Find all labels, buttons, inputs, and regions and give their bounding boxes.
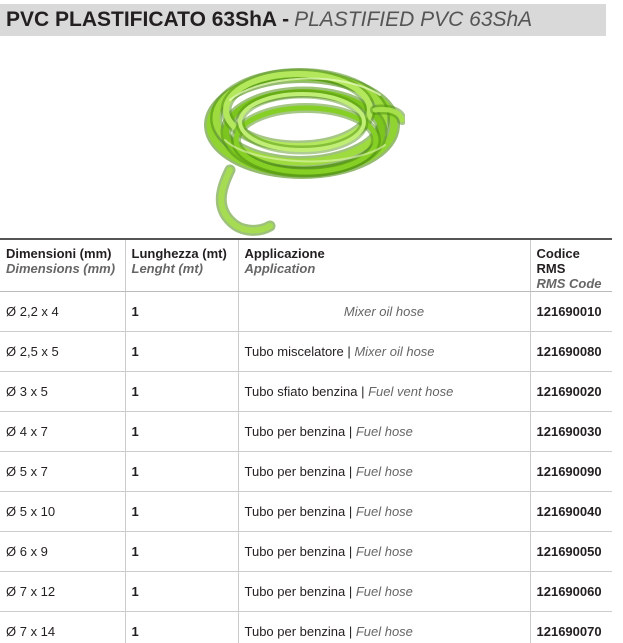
cell-code: 121690010 — [530, 292, 612, 332]
table-row — [0, 292, 612, 332]
header-length: Lunghezza (mt) Lenght (mt) — [125, 239, 238, 292]
cell-dimensions: Ø 2,5 x 5 — [0, 332, 125, 372]
cell-length: 1 — [125, 572, 238, 612]
cell-length: 1 — [125, 372, 238, 412]
table-row — [0, 612, 612, 643]
title-italian: PVC PLASTIFICATO 63ShA — [6, 8, 278, 31]
cell-dimensions: Ø 2,2 x 4 — [0, 292, 125, 332]
cell-length: 1 — [125, 292, 238, 332]
page-title — [0, 4, 606, 36]
product-table — [0, 238, 612, 643]
cell-application: Tubo miscelatore | Mixer oil hose — [238, 332, 530, 372]
cell-code: 121690070 — [530, 612, 612, 643]
cell-length: 1 — [125, 532, 238, 572]
cell-application: Tubo per benzina | Fuel hose — [238, 492, 530, 532]
cell-dimensions: Ø 4 x 7 — [0, 412, 125, 452]
table-row — [0, 572, 612, 612]
table-row — [0, 452, 612, 492]
header-code: Codice RMS RMS Code — [530, 239, 612, 292]
table-row — [0, 372, 612, 412]
table-row — [0, 532, 612, 572]
cell-dimensions: Ø 7 x 12 — [0, 572, 125, 612]
cell-application: Tubo per benzina | Fuel hose — [238, 572, 530, 612]
cell-length: 1 — [125, 612, 238, 643]
cell-length: 1 — [125, 412, 238, 452]
cell-code: 121690020 — [530, 372, 612, 412]
cell-length: 1 — [125, 332, 238, 372]
table-row — [0, 412, 612, 452]
table-row — [0, 492, 612, 532]
cell-dimensions: Ø 7 x 14 — [0, 612, 125, 643]
cell-code: 121690090 — [530, 452, 612, 492]
title-separator: - — [282, 8, 290, 31]
cell-dimensions: Ø 3 x 5 — [0, 372, 125, 412]
cell-code: 121690080 — [530, 332, 612, 372]
cell-application: Tubo sfiato benzina | Fuel vent hose — [238, 372, 530, 412]
title-english: PLASTIFIED PVC 63ShA — [294, 8, 533, 31]
cell-length: 1 — [125, 492, 238, 532]
cell-length: 1 — [125, 452, 238, 492]
table-row — [0, 332, 612, 372]
cell-application: Tubo per benzina | Fuel hose — [238, 532, 530, 572]
cell-application: Mixer oil hose — [238, 292, 530, 332]
cell-dimensions: Ø 5 x 10 — [0, 492, 125, 532]
hose-coil-illustration — [190, 40, 405, 240]
cell-code: 121690060 — [530, 572, 612, 612]
header-application: Applicazione Application — [238, 239, 530, 292]
cell-dimensions: Ø 5 x 7 — [0, 452, 125, 492]
cell-application: Tubo per benzina | Fuel hose — [238, 612, 530, 643]
cell-dimensions: Ø 6 x 9 — [0, 532, 125, 572]
cell-code: 121690050 — [530, 532, 612, 572]
cell-application: Tubo per benzina | Fuel hose — [238, 452, 530, 492]
header-dimensions: Dimensioni (mm) Dimensions (mm) — [0, 239, 125, 292]
cell-code: 121690030 — [530, 412, 612, 452]
cell-application: Tubo per benzina | Fuel hose — [238, 412, 530, 452]
cell-code: 121690040 — [530, 492, 612, 532]
table-header-row — [0, 239, 612, 292]
product-image — [190, 40, 405, 240]
